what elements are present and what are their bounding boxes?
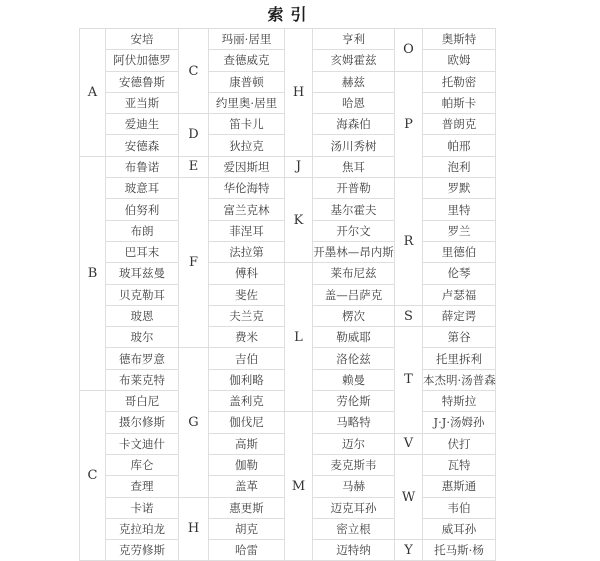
page-title: 索引 [267,5,314,24]
index-name-cell: 菲涅耳 [209,220,285,241]
index-name-cell: 卡诺 [106,497,179,518]
index-name-cell: 马赫 [313,476,395,497]
index-name-cell: 马略特 [313,412,395,433]
index-name-cell: 哈雷 [209,540,285,561]
index-letter-Y: Y [395,540,423,561]
index-name-cell: 普朗克 [423,114,496,135]
index-name-cell: 胡克 [209,518,285,539]
index-name-cell: 安德森 [106,135,179,156]
index-letter-A: A [80,29,106,157]
index-name-cell: 托勒密 [423,71,496,92]
index-name-cell: 伽勒 [209,454,285,475]
index-name-cell: 玛丽·居里 [209,29,285,50]
index-name-cell: 摄尔修斯 [106,412,179,433]
index-name-cell: 焦耳 [313,156,395,177]
index-name-cell: 帕斯卡 [423,92,496,113]
index-name-cell: 夫兰克 [209,305,285,326]
index-name-cell: 布鲁诺 [106,156,179,177]
index-name-cell: 薛定谔 [423,305,496,326]
index-name-cell: 巴耳末 [106,241,179,262]
index-name-cell: 哥白尼 [106,391,179,412]
index-name-cell: 罗默 [423,178,496,199]
index-name-cell: 劳伦斯 [313,391,395,412]
index-letter-K: K [285,178,313,263]
index-name-cell: 洛伦兹 [313,348,395,369]
index-name-cell: 吉伯 [209,348,285,369]
table-row [80,156,496,177]
index-name-cell: 开墨林—昂内斯 [313,241,395,262]
index-name-cell: 库仑 [106,454,179,475]
index-letter-C: C [179,29,209,114]
index-letter-G: G [179,348,209,497]
index-name-cell: 亥姆霍兹 [313,50,395,71]
index-letter-V: V [395,433,423,454]
index-letter-O: O [395,29,423,72]
index-letter-H: H [179,497,209,561]
index-name-cell: 欧姆 [423,50,496,71]
index-letter-E: E [179,156,209,177]
index-name-cell: 查理 [106,476,179,497]
index-name-cell: 狄拉克 [209,135,285,156]
index-name-cell: 迈特纳 [313,540,395,561]
index-name-cell: 托马斯·杨 [423,540,496,561]
index-name-cell: 里德伯 [423,241,496,262]
index-name-cell: 伯努利 [106,199,179,220]
table-row [80,178,496,199]
index-name-cell: 玻尔 [106,327,179,348]
index-letter-C: C [80,391,106,561]
index-name-cell: 华伦海特 [209,178,285,199]
index-letter-W: W [395,454,423,539]
index-name-cell: 奥斯特 [423,29,496,50]
index-letter-B: B [80,156,106,390]
index-letter-F: F [179,178,209,348]
table-row [80,263,496,284]
index-name-cell: 查德威克 [209,50,285,71]
index-name-cell: 迈尔 [313,433,395,454]
index-name-cell: 卡文迪什 [106,433,179,454]
index-letter-M: M [285,412,313,561]
index-name-cell: J·J·汤姆孙 [423,412,496,433]
index-letter-T: T [395,327,423,433]
index-name-cell: 托里拆利 [423,348,496,369]
index-name-cell: 第谷 [423,327,496,348]
index-name-cell: 玻意耳 [106,178,179,199]
index-name-cell: 迈克耳孙 [313,497,395,518]
index-name-cell: 克拉珀龙 [106,518,179,539]
index-table [79,28,496,561]
index-letter-J: J [285,156,313,177]
index-letter-H: H [285,29,313,157]
index-name-cell: 盖—吕萨克 [313,284,395,305]
table-row [80,412,496,433]
index-name-cell: 傅科 [209,263,285,284]
index-letter-P: P [395,71,423,177]
index-name-cell: 赫兹 [313,71,395,92]
index-name-cell: 伽伐尼 [209,412,285,433]
index-name-cell: 盖利克 [209,391,285,412]
index-name-cell: 楞次 [313,305,395,326]
index-name-cell: 布朗 [106,220,179,241]
index-name-cell: 开尔文 [313,220,395,241]
index-name-cell: 伦琴 [423,263,496,284]
index-name-cell: 海森伯 [313,114,395,135]
index-name-cell: 爱因斯坦 [209,156,285,177]
index-letter-L: L [285,263,313,412]
index-name-cell: 亨利 [313,29,395,50]
index-name-cell: 本杰明·汤普森 [423,369,496,390]
index-name-cell: 法拉第 [209,241,285,262]
index-name-cell: 威耳孙 [423,518,496,539]
index-name-cell: 赖曼 [313,369,395,390]
index-name-cell: 布莱克特 [106,369,179,390]
index-name-cell: 康普顿 [209,71,285,92]
index-name-cell: 爱迪生 [106,114,179,135]
index-name-cell: 安德鲁斯 [106,71,179,92]
index-name-cell: 罗兰 [423,220,496,241]
index-name-cell: 笛卡儿 [209,114,285,135]
index-name-cell: 基尔霍夫 [313,199,395,220]
table-row [80,29,496,50]
index-name-cell: 安培 [106,29,179,50]
index-name-cell: 德布罗意 [106,348,179,369]
index-name-cell: 惠更斯 [209,497,285,518]
index-name-cell: 克劳修斯 [106,540,179,561]
index-name-cell: 帕邢 [423,135,496,156]
index-name-cell: 卢瑟福 [423,284,496,305]
index-name-cell: 伽利略 [209,369,285,390]
index-name-cell: 阿伏加德罗 [106,50,179,71]
index-name-cell: 贝克勒耳 [106,284,179,305]
index-name-cell: 费米 [209,327,285,348]
index-name-cell: 开普勒 [313,178,395,199]
index-name-cell: 莱布尼兹 [313,263,395,284]
index-name-cell: 斐佐 [209,284,285,305]
index-name-cell: 亚当斯 [106,92,179,113]
index-name-cell: 哈恩 [313,92,395,113]
index-name-cell: 汤川秀树 [313,135,395,156]
index-letter-D: D [179,114,209,157]
index-name-cell: 特斯拉 [423,391,496,412]
index-name-cell: 勒威耶 [313,327,395,348]
index-name-cell: 韦伯 [423,497,496,518]
index-name-cell: 麦克斯韦 [313,454,395,475]
index-name-cell: 高斯 [209,433,285,454]
index-name-cell: 泡利 [423,156,496,177]
index-name-cell: 盖革 [209,476,285,497]
index-name-cell: 伏打 [423,433,496,454]
index-name-cell: 约里奥·居里 [209,92,285,113]
index-name-cell: 瓦特 [423,454,496,475]
index-name-cell: 玻耳兹曼 [106,263,179,284]
index-name-cell: 密立根 [313,518,395,539]
index-name-cell: 惠斯通 [423,476,496,497]
index-name-cell: 玻恩 [106,305,179,326]
index-letter-S: S [395,305,423,326]
index-name-cell: 富兰克林 [209,199,285,220]
index-letter-R: R [395,178,423,306]
index-name-cell: 里特 [423,199,496,220]
